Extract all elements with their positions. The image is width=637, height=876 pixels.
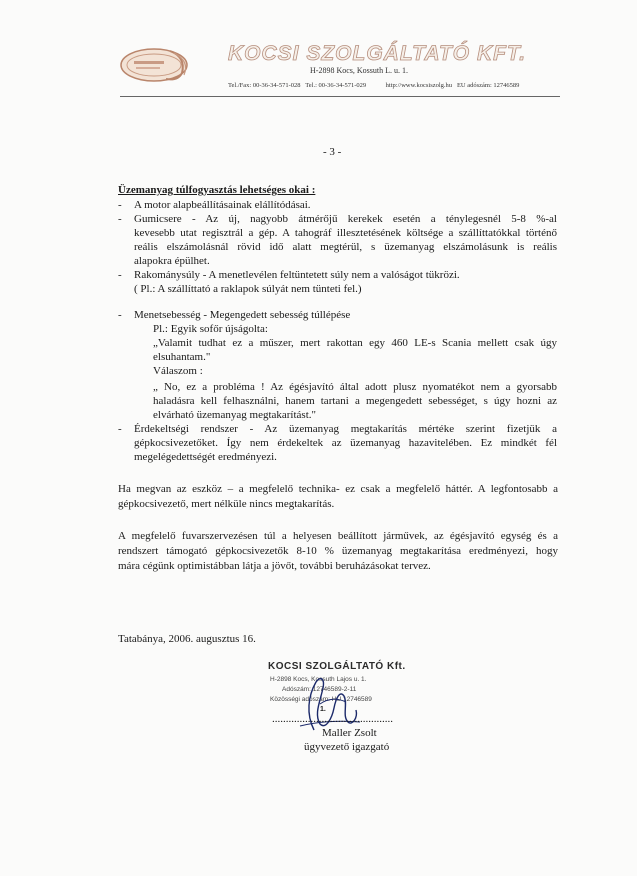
paragraph-2-line: mára cégünk optimistábban látja a jövőt, további beruházásokat tervez. (118, 560, 431, 572)
bullet-2-line: reális elszámolásnál rövid idő alatt megtérül, s üzemanyag elszámolásunk is reális (134, 241, 557, 253)
bullet-marker: - (118, 213, 122, 225)
bullet-5-line: Érdekeltségi rendszer - Az üzemanyag megtakarítás mértéke szerint fizetjük a (134, 423, 557, 435)
signer-name: Maller Zsolt (322, 727, 377, 739)
paragraph-2-line: rendszert támogató gépkocsivezetők 8-10 % üzemanyag megtakarítása eredményezi, hogy (118, 545, 558, 557)
paragraph-1-line: Ha megvan az eszköz – a megfelelő technika- ez csak a megfelelő háttér. A legfontosabb a (118, 483, 558, 495)
bullet-4-line: elvárható üzemanyag megtakarítást." (153, 409, 317, 421)
bullet-5-line: megelégedettségét eredményezi. (134, 451, 277, 463)
bullet-4-line: „Valamit tudhat ez a műszer, mert rakottan egy 460 LE-s Scania mellett csak úgy (153, 337, 557, 349)
signature-line: ............................................ (272, 713, 393, 725)
stamp-number: 1. (320, 706, 326, 713)
bullet-marker: - (118, 269, 122, 281)
bullet-1-line: A motor alapbeállításainak elállítódásai. (134, 199, 311, 211)
bullet-4-line: Menetsebesség - Megengedett sebesség túllépése (134, 309, 351, 321)
page-number: - 3 - (323, 146, 342, 158)
paragraph-1-line: gépkocsivezető, mert nélküle nincs megtakarítás. (118, 498, 335, 510)
bullet-5-line: gépkocsivezetőket. Így nem érdekeltek az üzemanyag hazavitelében. Ez mindkét fél (134, 437, 557, 449)
bullet-4-line: Válaszom : (153, 365, 203, 377)
tax-number: EU adószám: 12746589 (456, 82, 520, 89)
bullet-4-line: haladásra kell felhasználni, hanem tartani a megengedett sebességet, s úgy hozni az (153, 395, 557, 407)
header-divider (120, 96, 560, 97)
stamp-tax-id: Adószám: 12746589-2-11 (282, 686, 357, 693)
tel: Tel.: 00-36-34-571-029 (305, 82, 367, 89)
company-contact (228, 82, 519, 89)
bullet-4-line: Pl.: Egyik sofőr újságolta: (153, 323, 268, 335)
stamp-company-name: KOCSI SZOLGÁLTATÓ Kft. (268, 661, 406, 672)
company-name: KOCSI SZOLGÁLTATÓ KFT. (228, 42, 527, 65)
tel-fax: Tel./Fax: 00-36-34-571-028 (228, 82, 301, 89)
bullet-2-line: kevesebb utat regisztrál a gép. A tahográf illesztetésének költsége a szállíttatókkal történő (134, 227, 557, 239)
company-address: H-2898 Kocs, Kossuth L. u. 1. (310, 66, 408, 75)
place-date: Tatabánya, 2006. augusztus 16. (118, 633, 256, 645)
bullet-3-line: ( Pl.: A szállíttató a raklapok súlyát nem tünteti fel.) (134, 283, 362, 295)
heading: Üzemanyag túlfogyasztás lehetséges okai : (118, 184, 316, 196)
bullet-marker: - (118, 309, 122, 321)
company-logo (120, 43, 198, 83)
paragraph-2-line: A megfelelő fuvarszervezésen túl a helyesen beállított járművek, az égésjavító egység és a (118, 530, 558, 542)
bullet-4-line: „ No, ez a probléma ! Az égésjavító által adott plusz nyomatékot nem a gyorsabb (153, 381, 557, 393)
bullet-marker: - (118, 423, 122, 435)
stamp-address: H-2898 Kocs, Kossuth Lajos u. 1. (270, 676, 367, 683)
bullet-2-line: alapokra épülhet. (134, 255, 210, 267)
website: http://www.kocsiszolg.hu (385, 82, 453, 89)
signer-title: ügyvezető igazgató (304, 741, 390, 753)
bullet-4-line: elsuhantam." (153, 351, 211, 363)
bullet-3-line: Rakománysúly - A menetlevélen feltüntetett súly nem a valóságot tükrözi. (134, 269, 460, 281)
bullet-marker: - (118, 199, 122, 211)
bullet-2-line: Gumicsere - Az új, nagyobb átmérőjű kerekek esetén a ténylegesnél 5-8 %-al (134, 213, 557, 225)
stamp-eu-tax-id: Közösségi adószám: HU 12746589 (270, 696, 372, 703)
